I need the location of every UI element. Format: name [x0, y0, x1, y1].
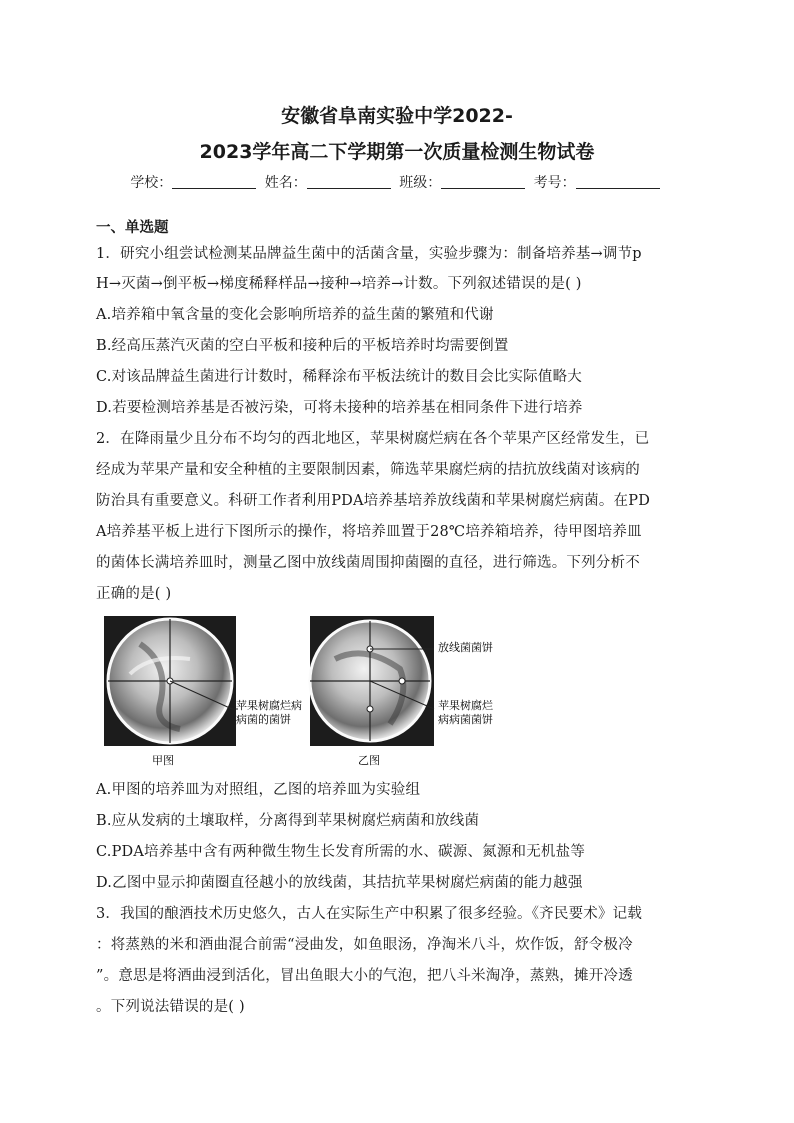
q2-option-d: D.乙图中显示抑菌圈直径越小的放线菌，其拮抗苹果树腐烂病菌的能力越强 — [96, 875, 583, 891]
exam-title-line1: 安徽省阜南实验中学2022- — [281, 105, 513, 127]
name-label: 姓名： — [264, 175, 307, 191]
school-blank — [172, 174, 256, 189]
q2-stem-line3: 防治具有重要意义。科研工作者利用PDA培养基培养放线菌和苹果树腐烂病菌。在PD — [96, 493, 651, 509]
q2-stem-line5: 的菌体长满培养皿时，测量乙图中放线菌周围抑菌圈的直径，进行筛选。下列分析不 — [96, 555, 640, 571]
q1-stem-line1: 1．研究小组尝试检测某品牌益生菌中的活菌含量，实验步骤为：制备培养基→调节p — [96, 246, 642, 262]
q2-stem-line1: 2．在降雨量少且分布不均匀的西北地区，苹果树腐烂病在各个苹果产区经常发生，已 — [96, 431, 650, 447]
q3-stem-line1: 3．我国的酿酒技术历史悠久，古人在实际生产中积累了很多经验。《齐民要术》记载 — [96, 906, 643, 922]
name-blank — [307, 174, 391, 189]
yi-label-line2: 病病菌菌饼 — [438, 713, 493, 726]
yi-caption: 乙图 — [358, 754, 380, 767]
q3-stem-line2: ：将蒸熟的米和酒曲混合前需“浸曲发，如鱼眼汤，净淘米八斗，炊作饭，舒令极冷 — [96, 937, 633, 953]
jia-caption: 甲图 — [152, 754, 174, 767]
q2-option-b: B.应从发病的土壤取样，分离得到苹果树腐烂病菌和放线菌 — [96, 813, 480, 829]
section-heading: 一、单选题 — [96, 220, 169, 236]
petri-dish-figure — [100, 614, 520, 774]
class-blank — [441, 174, 525, 189]
q3-stem-line4: 。下列说法错误的是( ) — [96, 999, 245, 1015]
jia-label-line2: 病菌的菌饼 — [236, 713, 291, 726]
exam-no-blank — [576, 174, 660, 189]
q1-option-b: B.经高压蒸汽灭菌的空白平板和接种后的平板培养时均需要倒置 — [96, 338, 509, 354]
q2-option-a: A.甲图的培养皿为对照组，乙图的培养皿为实验组 — [96, 782, 421, 798]
q1-option-d: D.若要检测培养基是否被污染，可将未接种的培养基在相同条件下进行培养 — [96, 400, 583, 416]
yi-label-line1: 苹果树腐烂 — [438, 699, 493, 712]
student-info-row — [0, 172, 794, 192]
q2-stem-line6: 正确的是( ) — [96, 586, 172, 602]
exam-title-line2: 2023学年高二下学期第一次质量检测生物试卷 — [199, 141, 595, 163]
yi-label-top: 放线菌菌饼 — [438, 641, 493, 654]
q1-stem-line2: H→灭菌→倒平板→梯度稀释样品→接种→培养→计数。下列叙述错误的是( ) — [96, 276, 582, 292]
q2-option-c: C.PDA培养基中含有两种微生物生长发育所需的水、碳源、氮源和无机盐等 — [96, 844, 586, 860]
jia-label-line1: 苹果树腐烂病 — [236, 699, 302, 712]
q2-stem-line2: 经成为苹果产量和安全种植的主要限制因素，筛选苹果腐烂病的拮抗放线菌对该病的 — [96, 462, 640, 478]
q1-option-a: A.培养箱中氧含量的变化会影响所培养的益生菌的繁殖和代谢 — [96, 307, 494, 323]
exam-no-label: 考号： — [533, 175, 576, 191]
school-label: 学校： — [130, 175, 173, 191]
q3-stem-line3: ”。意思是将酒曲浸到活化，冒出鱼眼大小的气泡，把八斗米淘净，蒸熟，摊开冷透 — [96, 968, 633, 984]
class-label: 班级： — [399, 175, 442, 191]
q1-option-c: C.对该品牌益生菌进行计数时，稀释涂布平板法统计的数目会比实际值略大 — [96, 369, 582, 385]
petri-dish-illustration — [100, 614, 520, 774]
q2-stem-line4: A培养基平板上进行下图所示的操作，将培养皿置于28℃培养箱培养，待甲图培养皿 — [96, 524, 642, 540]
